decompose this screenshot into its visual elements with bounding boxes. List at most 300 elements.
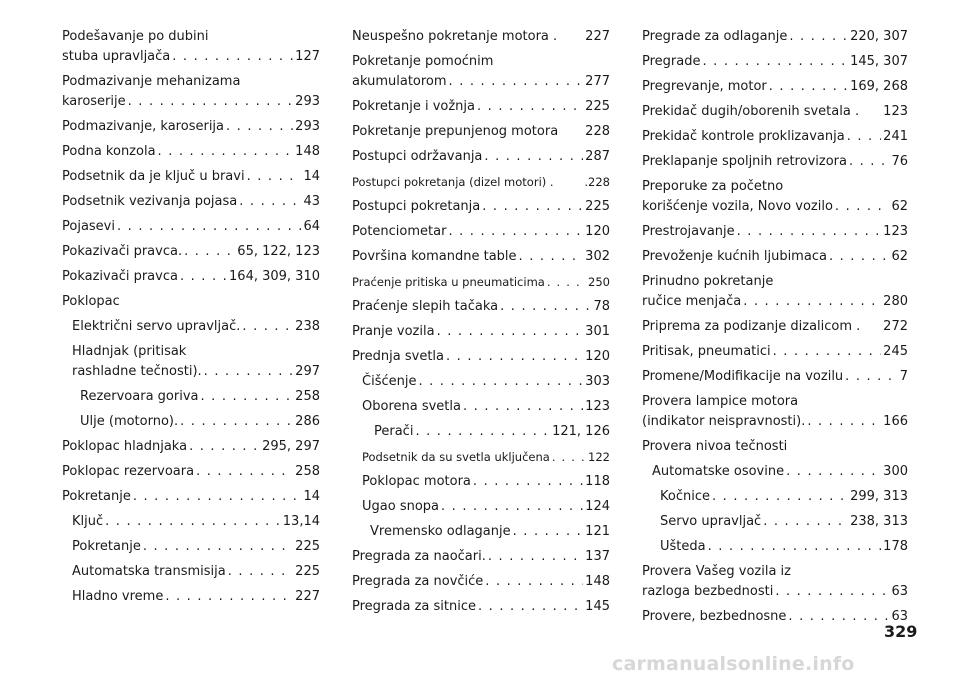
entry-line: [62, 92, 320, 112]
entry-line: [62, 242, 320, 262]
entry-line: [72, 317, 320, 337]
index-entry: [642, 152, 908, 172]
dot-leader: [773, 342, 882, 362]
dot-leader: [247, 167, 302, 187]
entry-term: Pokretanje i vožnja: [352, 99, 475, 114]
index-entry: [62, 72, 320, 112]
entry-line: [642, 152, 908, 172]
index-entry: [352, 397, 610, 417]
entry-term: Pregrada za naočari.: [352, 549, 486, 564]
dot-leader: [500, 297, 591, 317]
index-entry: [62, 142, 320, 162]
entry-term: Ušteda: [660, 539, 706, 554]
entry-line: [642, 27, 908, 47]
entry-term: Promene/Modifikacije na vozilu: [642, 369, 844, 384]
entry-term: Pokretanje: [62, 489, 131, 504]
entry-page-ref: 123: [883, 104, 908, 119]
entry-line: [642, 292, 908, 312]
entry-term: Čišćenje: [362, 374, 417, 389]
entry-line: [62, 47, 320, 67]
entry-line: [62, 192, 320, 212]
index-entry: [62, 342, 320, 382]
dot-leader: [418, 372, 583, 392]
index-entry: [642, 77, 908, 97]
index-entry: [642, 127, 908, 147]
dot-leader: [712, 487, 848, 507]
entry-term: Pojasevi: [62, 219, 115, 234]
entry-page-ref: .228: [584, 175, 610, 189]
entry-line: [80, 412, 320, 432]
dot-leader: [143, 537, 293, 557]
entry-term-continued: rashladne tečnosti).: [72, 364, 202, 379]
entry-page-ref: 63: [891, 609, 908, 624]
entry-term-continued: akumulatorom: [352, 74, 447, 89]
entry-term: Postupci pokretanja (dizel motori) .: [352, 175, 554, 189]
entry-line: [642, 437, 908, 457]
entry-term: Automatske osovine: [652, 464, 785, 479]
dot-leader: [477, 97, 583, 117]
entry-page-ref: 13,14: [282, 514, 320, 529]
dot-leader: [743, 292, 881, 312]
index-entry: [352, 572, 610, 592]
entry-line: [362, 472, 610, 492]
entry-page-ref: 118: [585, 474, 610, 489]
dot-leader: [485, 572, 583, 592]
dot-leader: [180, 267, 227, 287]
entry-term-continued: karoserije: [62, 94, 126, 109]
entry-term: Električni servo upravljač.: [72, 319, 241, 334]
entry-line: [352, 97, 610, 117]
index-entry: [352, 472, 610, 492]
index-entry: [642, 27, 908, 47]
entry-line: [642, 77, 908, 97]
dot-leader: [737, 222, 882, 242]
entry-page-ref: 297: [295, 364, 320, 379]
index-entry: [352, 147, 610, 167]
dot-leader: [807, 412, 881, 432]
dot-leader: [849, 152, 889, 172]
entry-page-ref: 148: [295, 144, 320, 159]
entry-page-ref: 227: [585, 29, 610, 44]
entry-term: Ugao snopa: [362, 499, 440, 514]
index-entry: [62, 167, 320, 187]
entry-line: [642, 367, 908, 387]
dot-leader: [478, 597, 583, 617]
index-entry: [62, 317, 320, 337]
entry-term: Praćenje slepih tačaka: [352, 299, 499, 314]
dot-leader: [484, 147, 583, 167]
dot-leader: [547, 272, 586, 292]
entry-term: Pregrevanje, motor: [642, 79, 767, 94]
index-entry: [642, 367, 908, 387]
entry-line: [352, 72, 610, 92]
index-entry: [642, 437, 908, 457]
index-entry: [352, 172, 610, 192]
entry-term: Podsetnik vezivanja pojasa: [62, 194, 238, 209]
index-entry: [352, 322, 610, 342]
entry-page-ref: 124: [585, 499, 610, 514]
index-entry: [62, 487, 320, 507]
entry-term: Podmazivanje mehanizama: [62, 74, 241, 89]
entry-term: Neuspešno pokretanje motora .: [352, 29, 558, 44]
entry-term: Kočnice: [660, 489, 710, 504]
entry-term: Prevoženje kućnih ljubimaca: [642, 249, 827, 264]
entry-term: Ulje (motorno).: [80, 414, 179, 429]
entry-page-ref: 272: [883, 319, 908, 334]
entry-line: [352, 222, 610, 242]
dot-leader: [172, 47, 293, 67]
entry-page-ref: 258: [295, 389, 320, 404]
index-entry: [62, 437, 320, 457]
entry-term: Rezervoara goriva: [80, 389, 199, 404]
entry-page-ref: 121, 126: [552, 424, 610, 439]
index-entry: [62, 587, 320, 607]
index-entry: [642, 562, 908, 602]
index-entry: [352, 97, 610, 117]
entry-line: [352, 297, 610, 317]
entry-term: Hladnjak (pritisak: [72, 344, 187, 359]
index-entry: [62, 537, 320, 557]
entry-line: [72, 362, 320, 382]
entry-page-ref: 277: [585, 74, 610, 89]
dot-leader: [117, 217, 301, 237]
entry-term: Prestrojavanje: [642, 224, 735, 239]
entry-line: [352, 272, 610, 292]
entry-line: [352, 322, 610, 342]
entry-term: Pregrade za odlaganje: [642, 29, 788, 44]
index-entry: [352, 297, 610, 317]
entry-term-continued: korišćenje vozila, Novo vozilo: [642, 199, 833, 214]
index-entry: [352, 597, 610, 617]
entry-term: Pregrade: [642, 54, 701, 69]
entry-line: [370, 522, 610, 542]
index-entry: [642, 272, 908, 312]
dot-leader: [128, 92, 294, 112]
entry-term: Servo upravljač: [660, 514, 762, 529]
index-entry: [352, 197, 610, 217]
entry-line: [72, 587, 320, 607]
entry-term: Perači: [374, 424, 414, 439]
entry-page-ref: 178: [883, 539, 908, 554]
index-entry: [352, 247, 610, 267]
entry-term: Pokretanje: [72, 539, 141, 554]
entry-line: [62, 117, 320, 137]
entry-page-ref: 145, 307: [850, 54, 908, 69]
entry-term: Podna konzola: [62, 144, 156, 159]
entry-line: [642, 127, 908, 147]
dot-leader: [847, 127, 881, 147]
entry-page-ref: 293: [295, 119, 320, 134]
entry-line: [660, 537, 908, 557]
dot-leader: [437, 322, 584, 342]
dot-leader: [180, 412, 293, 432]
index-entry: [352, 372, 610, 392]
entry-term: Prekidač dugih/oborenih svetala .: [642, 104, 860, 119]
dot-leader: [239, 192, 301, 212]
entry-term: Poklopac rezervoara: [62, 464, 195, 479]
entry-line: [362, 372, 610, 392]
entry-line: [62, 292, 320, 312]
entry-page-ref: 241: [883, 129, 908, 144]
entry-term: Podmazivanje, karoserija: [62, 119, 225, 134]
index-entry: [62, 387, 320, 407]
entry-page-ref: 225: [585, 99, 610, 114]
entry-page-ref: 245: [883, 344, 908, 359]
index-entry: [642, 607, 908, 627]
dot-leader: [196, 462, 293, 482]
entry-term: Pokazivači pravca: [62, 269, 178, 284]
dot-leader: [763, 512, 848, 532]
dot-leader: [513, 522, 584, 542]
entry-line: [642, 607, 908, 627]
entry-line: [352, 197, 610, 217]
index-entry: [352, 27, 610, 47]
entry-page-ref: 127: [295, 49, 320, 64]
dot-leader: [441, 497, 583, 517]
entry-line: [62, 167, 320, 187]
dot-leader: [708, 537, 882, 557]
entry-line: [72, 537, 320, 557]
entry-page-ref: 7: [899, 369, 908, 384]
entry-page-ref: 286: [295, 414, 320, 429]
entry-term: Poklopac motora: [362, 474, 471, 489]
entry-page-ref: 148: [585, 574, 610, 589]
dot-leader: [829, 247, 890, 267]
index-entry: [62, 562, 320, 582]
entry-page-ref: 293: [295, 94, 320, 109]
dot-leader: [775, 582, 889, 602]
entry-line: [72, 512, 320, 532]
index-entry: [352, 547, 610, 567]
entry-page-ref: 145: [585, 599, 610, 614]
entry-page-ref: 250: [588, 275, 610, 289]
entry-line: [352, 27, 610, 47]
index-entry: [642, 392, 908, 432]
dot-leader: [449, 72, 584, 92]
entry-page-ref: 227: [295, 589, 320, 604]
index-entry: [62, 117, 320, 137]
entry-page-ref: 225: [295, 564, 320, 579]
index-entry: [62, 192, 320, 212]
entry-term: Vremensko odlaganje: [370, 524, 511, 539]
dot-leader: [702, 52, 848, 72]
dot-leader: [488, 547, 583, 567]
entry-term: Provera Vašeg vozila iz: [642, 564, 791, 579]
entry-term: Postupci održavanja: [352, 149, 483, 164]
entry-line: [642, 52, 908, 72]
entry-page-ref: 120: [585, 224, 610, 239]
entry-line: [642, 342, 908, 362]
entry-term: Preporuke za početno: [642, 179, 784, 194]
entry-term: Provera lampice motora: [642, 394, 799, 409]
entry-page-ref: 78: [593, 299, 610, 314]
entry-page-ref: 258: [295, 464, 320, 479]
entry-line: [62, 267, 320, 287]
entry-page-ref: 225: [585, 199, 610, 214]
entry-page-ref: 228: [585, 124, 610, 139]
dot-leader: [789, 27, 848, 47]
dot-leader: [769, 77, 848, 97]
index-entry: [352, 272, 610, 292]
entry-term: Pokretanje pomoćnim: [352, 54, 494, 69]
entry-page-ref: 295, 297: [262, 439, 320, 454]
dot-leader: [463, 397, 583, 417]
entry-line: [62, 437, 320, 457]
entry-line: [352, 347, 610, 367]
entry-term-continued: (indikator neispravnosti).: [642, 414, 806, 429]
dot-leader: [226, 117, 293, 137]
entry-line: [72, 562, 320, 582]
index-entry: [642, 512, 908, 532]
index-entry: [642, 487, 908, 507]
entry-page-ref: 14: [303, 169, 320, 184]
index-column-1: [62, 27, 320, 612]
entry-term: Poklopac hladnjaka: [62, 439, 188, 454]
dot-leader: [788, 607, 889, 627]
entry-line: [642, 582, 908, 602]
entry-page-ref: 76: [891, 154, 908, 169]
index-entry: [62, 267, 320, 287]
page-number: 329: [884, 622, 918, 641]
dot-leader: [204, 362, 294, 382]
entry-page-ref: 238: [295, 319, 320, 334]
entry-line: [660, 512, 908, 532]
index-column-3: [642, 27, 908, 632]
entry-term: Pregrada za sitnice: [352, 599, 476, 614]
entry-line: [62, 462, 320, 482]
entry-term: Preklapanje spoljnih retrovizora: [642, 154, 847, 169]
index-entry: [642, 222, 908, 242]
entry-page-ref: 302: [585, 249, 610, 264]
dot-leader: [786, 462, 881, 482]
entry-term: Poklopac: [62, 294, 120, 309]
index-entry: [352, 497, 610, 517]
entry-term: Pritisak, pneumatici: [642, 344, 771, 359]
index-entry: [642, 177, 908, 217]
entry-page-ref: 65, 122, 123: [237, 244, 320, 259]
entry-term-continued: razloga bezbednosti: [642, 584, 774, 599]
entry-page-ref: 238, 313: [850, 514, 908, 529]
index-entry: [62, 242, 320, 262]
entry-page-ref: 62: [891, 249, 908, 264]
entry-line: [642, 222, 908, 242]
entry-line: [660, 487, 908, 507]
dot-leader: [482, 197, 583, 217]
entry-page-ref: 220, 307: [850, 29, 908, 44]
entry-term: Površina komandne table: [352, 249, 517, 264]
dot-leader: [552, 447, 586, 467]
index-entry: [352, 447, 610, 467]
entry-line: [352, 122, 610, 142]
entry-term: Pregrada za novčiće: [352, 574, 484, 589]
entry-line: [652, 462, 908, 482]
entry-page-ref: 225: [295, 539, 320, 554]
dot-leader: [835, 197, 890, 217]
entry-term: Prekidač kontrole proklizavanja: [642, 129, 845, 144]
index-entry: [62, 462, 320, 482]
entry-term: Priprema za podizanje dizalicom .: [642, 319, 861, 334]
index-entry: [352, 422, 610, 442]
entry-line: [352, 547, 610, 567]
entry-term-continued: ručice menjača: [642, 294, 742, 309]
entry-page-ref: 287: [585, 149, 610, 164]
entry-page-ref: 63: [891, 584, 908, 599]
index-entry: [642, 317, 908, 337]
entry-term: Oborena svetla: [362, 399, 461, 414]
entry-line: [62, 142, 320, 162]
dot-leader: [228, 562, 293, 582]
entry-term: Podešavanje po dubini: [62, 29, 209, 44]
entry-page-ref: 123: [883, 224, 908, 239]
entry-page-ref: 280: [883, 294, 908, 309]
entry-page-ref: 123: [585, 399, 610, 414]
entry-line: [642, 102, 908, 122]
entry-term: Podsetnik da je ključ u bravi: [62, 169, 245, 184]
index-entry: [352, 52, 610, 92]
watermark: carmanualsonline.info: [612, 653, 855, 675]
entry-page-ref: 164, 309, 310: [229, 269, 320, 284]
index-entry: [642, 342, 908, 362]
entry-line: [352, 597, 610, 617]
entry-term: Hladno vreme: [72, 589, 164, 604]
entry-term: Postupci pokretanja: [352, 199, 481, 214]
dot-leader: [242, 317, 293, 337]
entry-term: Provere, bezbednosne: [642, 609, 787, 624]
entry-term: Automatska transmisija: [72, 564, 226, 579]
entry-line: [362, 397, 610, 417]
index-entry: [62, 217, 320, 237]
entry-term: Pranje vozila: [352, 324, 435, 339]
dot-leader: [189, 437, 260, 457]
entry-page-ref: 14: [303, 489, 320, 504]
index-entry: [352, 122, 610, 142]
index-entry: [642, 462, 908, 482]
index-entry: [642, 537, 908, 557]
entry-line: [352, 147, 610, 167]
dot-leader: [165, 587, 293, 607]
index-entry: [352, 347, 610, 367]
entry-term: Pokazivači pravca.: [62, 244, 183, 259]
entry-line: [642, 247, 908, 267]
entry-term: Prednja svetla: [352, 349, 445, 364]
entry-page-ref: 121: [585, 524, 610, 539]
dot-leader: [519, 247, 584, 267]
index-entry: [642, 102, 908, 122]
entry-line: [642, 317, 908, 337]
entry-line: [642, 197, 908, 217]
dot-leader: [446, 347, 583, 367]
dot-leader: [473, 472, 583, 492]
entry-term-continued: stuba upravljača: [62, 49, 171, 64]
index-entry: [352, 522, 610, 542]
dot-leader: [133, 487, 302, 507]
index-entry: [62, 27, 320, 67]
entry-term: Provera nivoa tečnosti: [642, 439, 788, 454]
dot-leader: [105, 512, 281, 532]
entry-page-ref: 43: [303, 194, 320, 209]
entry-page-ref: 169, 268: [850, 79, 908, 94]
entry-page-ref: 166: [883, 414, 908, 429]
index-entry: [642, 52, 908, 72]
dot-leader: [448, 222, 583, 242]
entry-page-ref: 301: [585, 324, 610, 339]
entry-page-ref: 62: [891, 199, 908, 214]
index-entry: [352, 222, 610, 242]
dot-leader: [845, 367, 898, 387]
entry-page-ref: 137: [585, 549, 610, 564]
entry-page-ref: 120: [585, 349, 610, 364]
entry-line: [352, 247, 610, 267]
